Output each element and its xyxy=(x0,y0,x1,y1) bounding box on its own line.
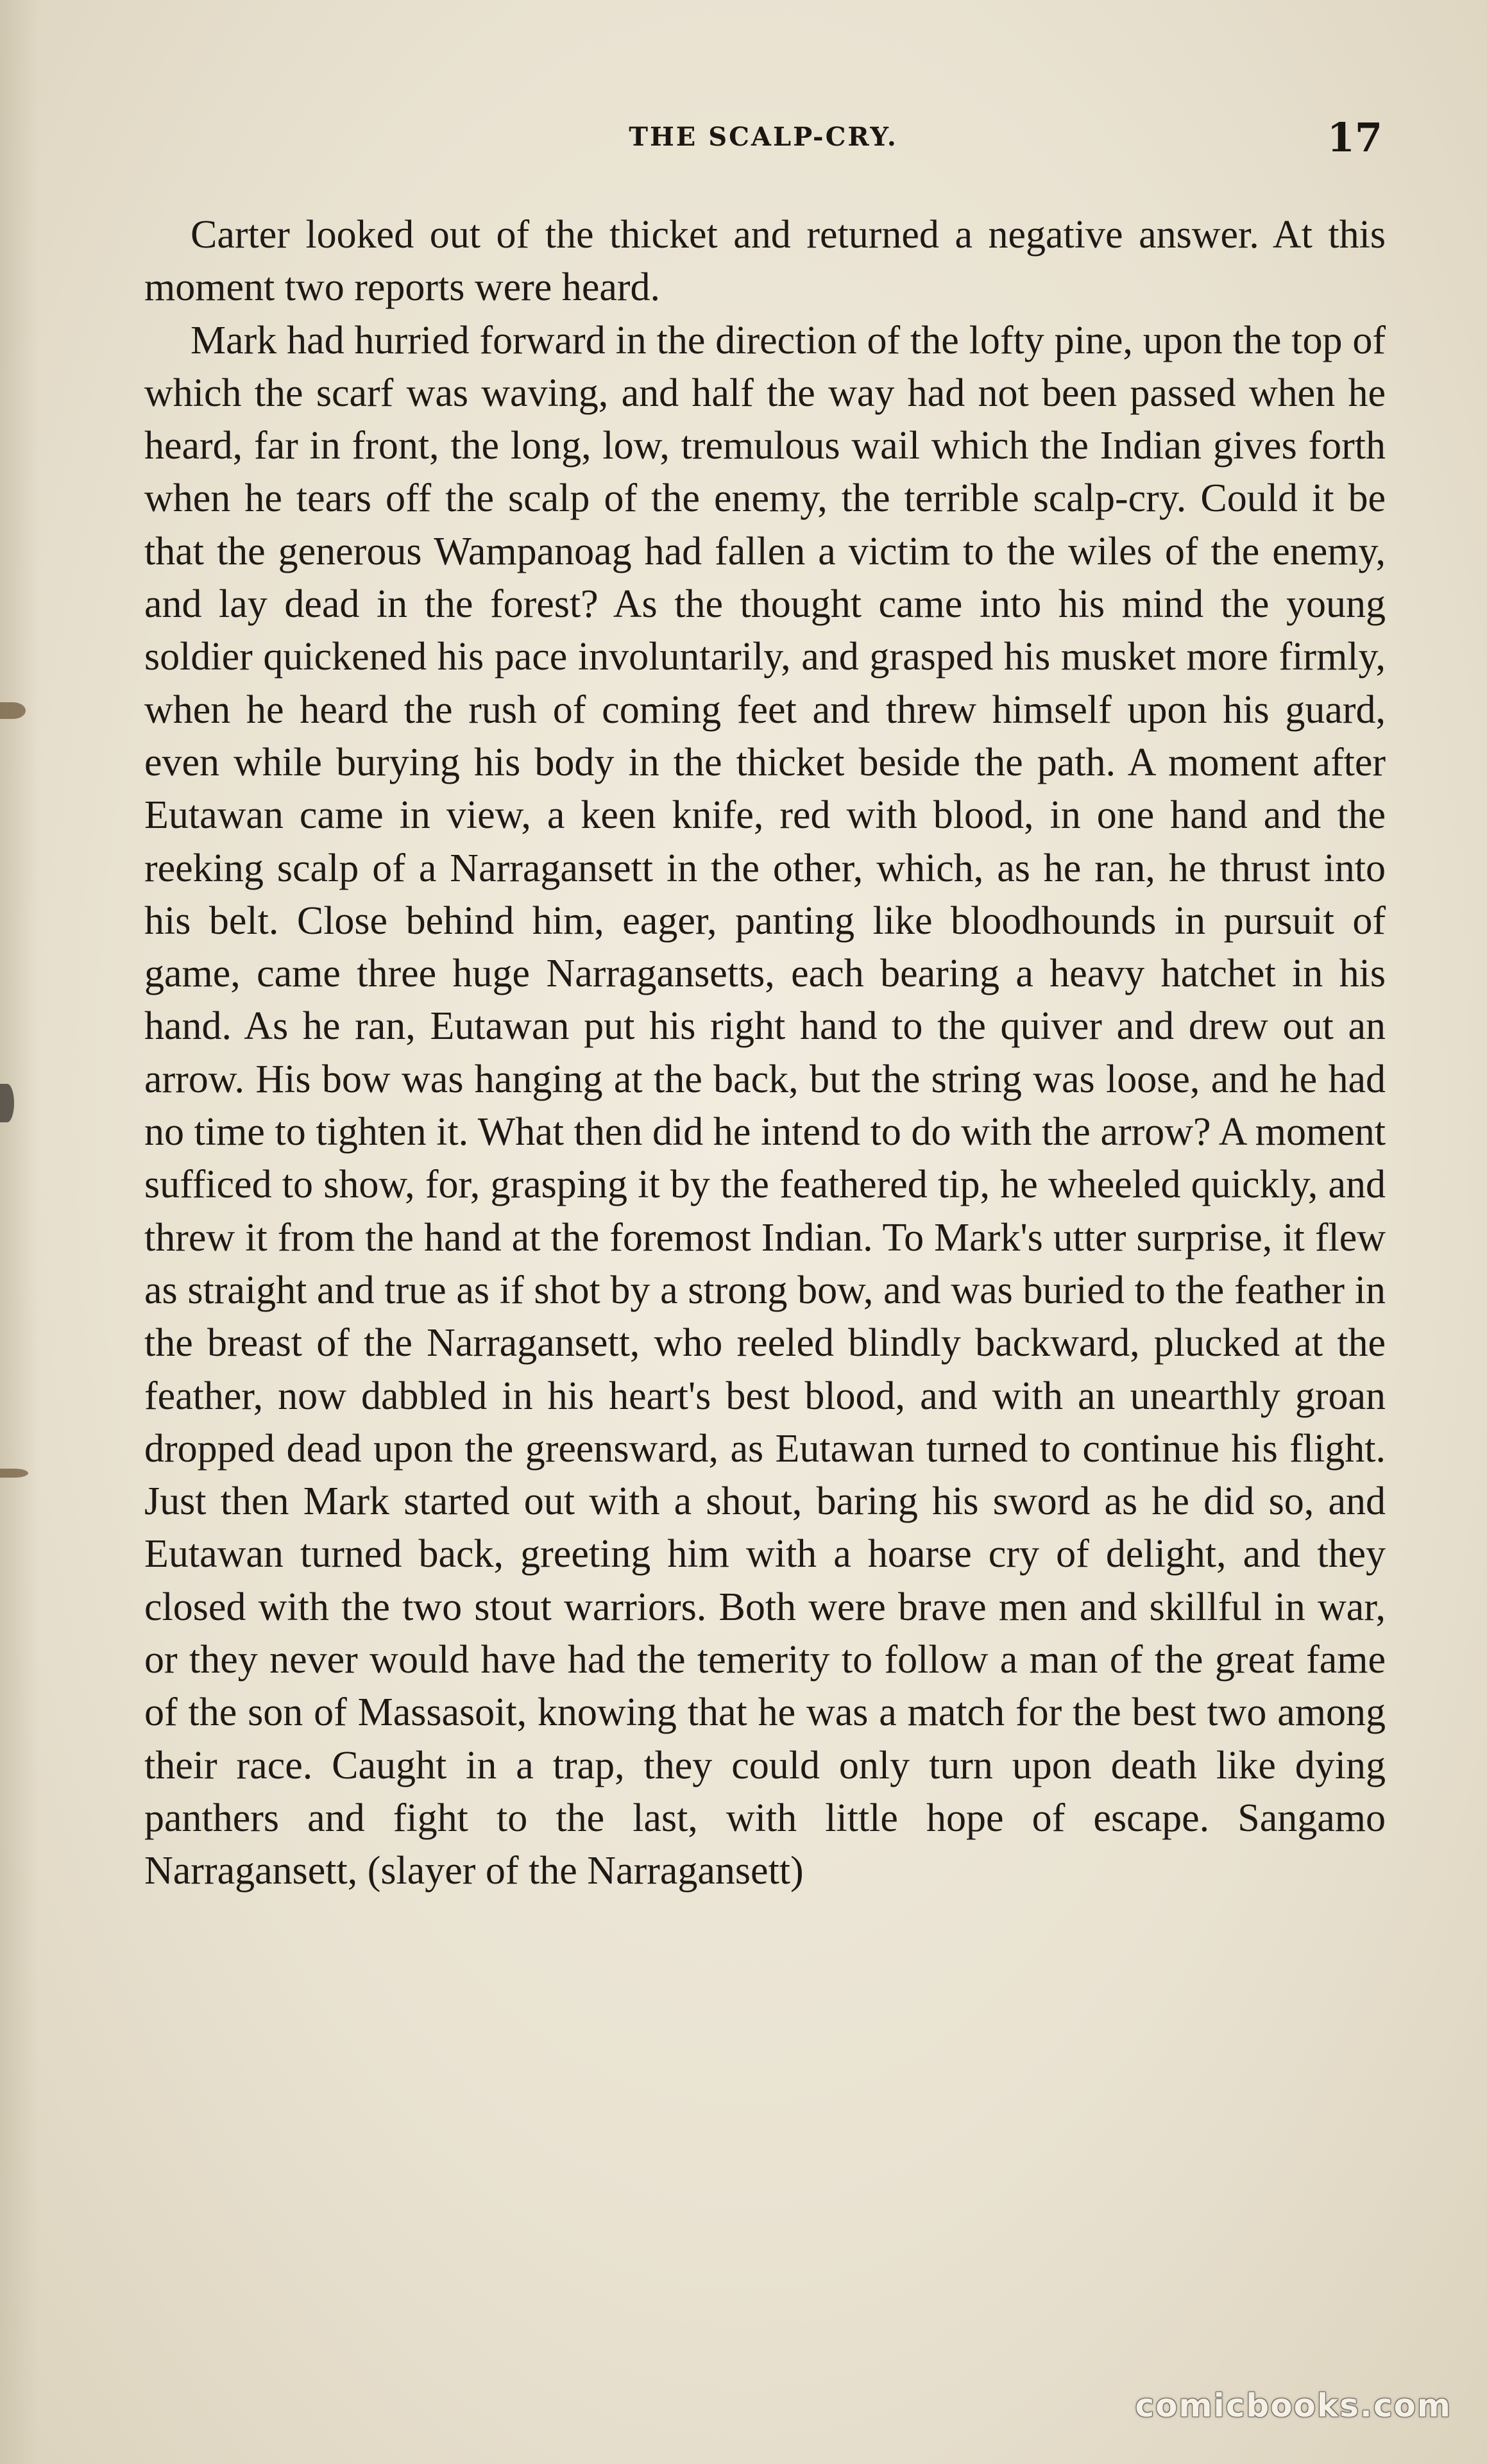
page-binding-edge xyxy=(0,0,38,2464)
running-head: THE SCALP-CRY. xyxy=(629,122,898,152)
binding-stain xyxy=(0,702,26,719)
watermark: comicbooks.com xyxy=(1135,2387,1452,2424)
paragraph: Mark had hurried forward in the direction of the lofty pine, upon the top of which the scarf was waving, and half the way had not been passed when he heard, far in front, the long, low, tremulous wail which the Indian gives forth when he tears off the scalp of the enemy, the terrible scalp-cry. Could it be that the generous Wampanoag had fallen a victim to the wiles of the enemy, and lay dead in the forest? As the thought came into his mind the young soldier quickened his pace involuntarily, and grasped his musket more firmly, when he heard the rush of coming feet and threw himself upon his guard, even while burying his body in the thicket beside the path. A moment after Eutawan came in view, a keen knife, red with blood, in one hand and the reeking scalp of a Narragansett in the other, which, as he ran, he thrust into his belt. Close behind him, eager, panting like bloodhounds in pursuit of game, came three huge Narragansetts, each bearing a heavy hatchet in his hand. As he ran, Eutawan put his right hand to the quiver and drew out an arrow. His bow was hanging at the back, but the string was loose, and he had no time to tighten it. What then did he intend to do with the arrow? A moment sufficed to show, for, grasping it by the feathered tip, he wheeled quickly, and threw it from the hand at the foremost Indian. To Mark's utter surprise, it flew as straight and true as if shot by a strong bow, and was buried to the feather in the breast of the Narragansett, who reeled blindly backward, plucked at the feather, now dabbled in his heart's best blood, and with an unearthly groan dropped dead upon the greensward, as Eutawan turned to continue his flight. Just then Mark started out with a shout, baring his sword as he did so, and Eutawan turned back, greeting him with a hoarse cry of delight, and they closed with the two stout warriors. Both were brave men and skillful in war, or they never would have had the temerity to follow a man of the great fame of the son of Massasoit, knowing that he was a match for the best two among their race. Caught in a trap, they could only turn upon death like dying panthers and fight to the last, with little hope of escape. Sangamo Narragansett, (slayer of the Narragansett) xyxy=(144,318,1386,1893)
page-header xyxy=(144,115,1382,167)
paragraph: Carter looked out of the thicket and returned a negative answer. At this moment two reports were heard. xyxy=(144,213,1386,310)
binding-stain xyxy=(0,1084,14,1122)
binding-stain xyxy=(0,1469,28,1478)
body-text xyxy=(144,208,1386,1898)
page-number: 17 xyxy=(1327,114,1382,161)
